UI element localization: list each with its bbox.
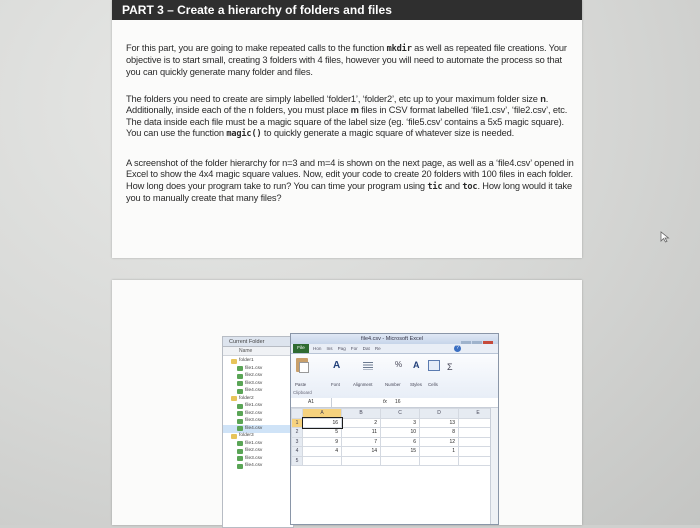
tree-item-label: file4.csv [245, 463, 263, 468]
styles-group-label: Styles [410, 382, 422, 387]
styles-icon[interactable]: A [413, 360, 420, 370]
spreadsheet-grid [291, 408, 498, 466]
cell[interactable] [342, 456, 381, 466]
cells-group-label: Cells [428, 382, 438, 387]
file-item[interactable] [223, 462, 293, 470]
paragraph-folders [126, 94, 576, 141]
vertical-scrollbar[interactable] [490, 408, 498, 524]
cell[interactable]: 16 [303, 418, 342, 428]
cell[interactable]: 13 [420, 418, 459, 428]
name-box[interactable]: A1 [291, 398, 332, 407]
paragraph-folders-text-3: files in CSV format labelled ‘file1.csv’, ‘file2.csv’, etc. The data inside each file must be a magic square of the label size (eg. ‘file5.csv’ contains a 5x5 magic square). You can use the function [126, 105, 568, 139]
section-title: PART 3 – Create a hierarchy of folders and files [122, 3, 392, 17]
row-header[interactable]: 5 [292, 456, 303, 466]
ribbon-tab[interactable]: For [350, 346, 358, 351]
cell[interactable]: 8 [420, 428, 459, 438]
tree-item-label: file3.csv [245, 455, 263, 461]
row-header[interactable]: 2 [292, 428, 303, 438]
paragraph-folders-text: The folders you need to create are simply labelled ‘folder1’, ‘folder2’, etc up to your maximum folder size [126, 94, 541, 104]
column-header[interactable]: C [381, 409, 420, 419]
cell[interactable]: 12 [420, 437, 459, 447]
current-folder-title: Current Folder [229, 338, 265, 345]
percent-icon[interactable]: % [395, 360, 403, 369]
row-header[interactable]: 3 [292, 437, 303, 447]
cell[interactable] [381, 456, 420, 466]
folder-icon [231, 434, 237, 439]
tree-item-label: folder3 [239, 433, 254, 438]
csv-file-icon [237, 426, 243, 431]
tree-item-label: file4.csv [245, 388, 263, 393]
folder-icon [231, 396, 237, 401]
column-header[interactable]: A [303, 409, 342, 419]
ribbon-tab[interactable]: Dat [362, 346, 370, 351]
table-row [292, 447, 498, 457]
cell[interactable]: 3 [381, 418, 420, 428]
row-header[interactable]: 1 [292, 418, 303, 428]
variable-n: n [540, 94, 546, 104]
code-tic: tic [427, 181, 443, 192]
number-group-label: Number [385, 382, 401, 387]
cell[interactable]: 10 [381, 428, 420, 438]
cell[interactable]: 15 [381, 447, 420, 457]
paste-label: Paste [295, 382, 307, 387]
csv-file-icon [237, 411, 243, 416]
variable-m: m [350, 105, 359, 116]
paragraph-intro [126, 43, 576, 78]
csv-file-icon [237, 464, 243, 469]
code-toc: toc [462, 181, 478, 192]
paragraph-screenshot-text: A screenshot of the folder hierarchy for n=3 and m=4 is shown on the next page, as well as a ‘file4.csv’ opened in Excel to show the 4x4 magic square values. Now, edit your code to create 20 folders with 100 files in each folder. How long does your program take to run? You can time your program using [126, 158, 574, 191]
csv-file-icon [237, 456, 243, 461]
clipboard-group-label: Clipboard [293, 390, 312, 395]
cell[interactable]: 4 [303, 447, 342, 457]
folder-icon [231, 359, 237, 364]
table-row [292, 456, 498, 466]
tree-item-label: file3.csv [245, 418, 263, 423]
tab-file[interactable]: File [293, 344, 309, 353]
current-folder-panel [222, 336, 294, 528]
ribbon-tab[interactable]: Re [374, 346, 381, 351]
ribbon-tab[interactable]: Hon [313, 346, 322, 351]
font-group-label: Font [331, 382, 340, 387]
font-icon[interactable]: A [333, 360, 341, 371]
cells-icon[interactable] [428, 360, 440, 371]
formula-bar [291, 398, 498, 408]
ribbon-tab[interactable]: Ins [326, 346, 333, 351]
table-row [292, 418, 498, 428]
tree-item-label: folder2 [239, 395, 254, 401]
ribbon-tab-list [313, 346, 386, 351]
window-controls [460, 335, 496, 343]
paragraph-screenshot-text-2: and [442, 180, 463, 191]
table-row [292, 437, 498, 447]
csv-file-icon [237, 389, 243, 394]
paragraph-intro-text: For this part, you are going to make repeated calls to the function [126, 43, 387, 53]
cell[interactable]: 1 [420, 447, 459, 457]
cell[interactable]: 14 [342, 447, 381, 457]
paragraph-folders-text-2: . Additionally, inside each of the n folders, you must place [126, 94, 549, 116]
sum-icon[interactable]: Σ [447, 362, 453, 372]
fx-icon[interactable]: fx [383, 399, 387, 405]
help-icon[interactable]: ? [454, 345, 461, 352]
ribbon-tab[interactable]: Pag [337, 346, 346, 351]
tree-item-label: file1.csv [245, 403, 263, 408]
assignment-page-1 [112, 0, 582, 258]
tree-item-label: file1.csv [245, 365, 263, 371]
excel-window-title: file4.csv - Microsoft Excel [361, 335, 424, 342]
paragraph-screenshot-text-3: . How long would it take you to manually create that many files? [126, 180, 573, 204]
cell[interactable]: 7 [342, 437, 381, 447]
tree-item-label: file2.csv [245, 410, 263, 416]
ribbon-tabs [291, 344, 498, 354]
cell[interactable] [420, 456, 459, 466]
mouse-cursor-icon [660, 231, 670, 243]
csv-file-icon [237, 374, 243, 379]
tree-item-label: folder1 [239, 358, 254, 363]
csv-file-icon [237, 419, 243, 424]
tree-item-label: file2.csv [245, 373, 263, 378]
alignment-icon[interactable] [363, 362, 373, 370]
current-folder-header [223, 337, 293, 347]
excel-titlebar [291, 334, 498, 344]
tree-item-label: file1.csv [245, 440, 263, 446]
column-header[interactable]: D [420, 409, 459, 419]
csv-file-icon [237, 366, 243, 371]
tree-item-label: file3.csv [245, 380, 263, 386]
ribbon-home [291, 354, 498, 399]
paragraph-intro-text-2: as well as repeated file creations. Your objective is to start small, creating 3 folders with 4 files, however you will need to automate the process so that you can quickly generate many folder and files. [126, 43, 567, 77]
section-header-bar [112, 0, 582, 20]
row-header[interactable]: 4 [292, 447, 303, 457]
cell[interactable]: 6 [381, 437, 420, 447]
column-header[interactable]: E [459, 409, 498, 419]
select-all-corner[interactable] [292, 409, 303, 419]
formula-value[interactable]: 16 [395, 399, 401, 405]
paste-icon[interactable] [296, 358, 308, 372]
cell[interactable]: 2 [342, 418, 381, 428]
code-magic: magic() [226, 129, 262, 140]
cell[interactable]: 5 [303, 428, 342, 438]
excel-window [290, 333, 499, 525]
name-column-label: Name [239, 348, 253, 354]
assignment-page-2 [112, 280, 582, 525]
column-header[interactable]: B [342, 409, 381, 419]
cell[interactable]: 9 [303, 437, 342, 447]
alignment-group-label: Alignment [353, 382, 373, 387]
paragraph-screenshot [126, 158, 576, 205]
code-mkdir: mkdir [386, 44, 412, 54]
csv-file-icon [237, 441, 243, 446]
name-column-header[interactable] [223, 347, 293, 356]
tree-item-label: file4.csv [245, 425, 263, 431]
csv-file-icon [237, 404, 243, 409]
paragraph-folders-text-4: to quickly generate a magic square of whatever size is needed. [261, 128, 515, 139]
tree-item-label: file2.csv [245, 448, 263, 453]
cell[interactable] [303, 456, 342, 466]
cell[interactable]: 11 [342, 428, 381, 438]
csv-file-icon [237, 449, 243, 454]
csv-file-icon [237, 381, 243, 386]
table-row [292, 428, 498, 438]
